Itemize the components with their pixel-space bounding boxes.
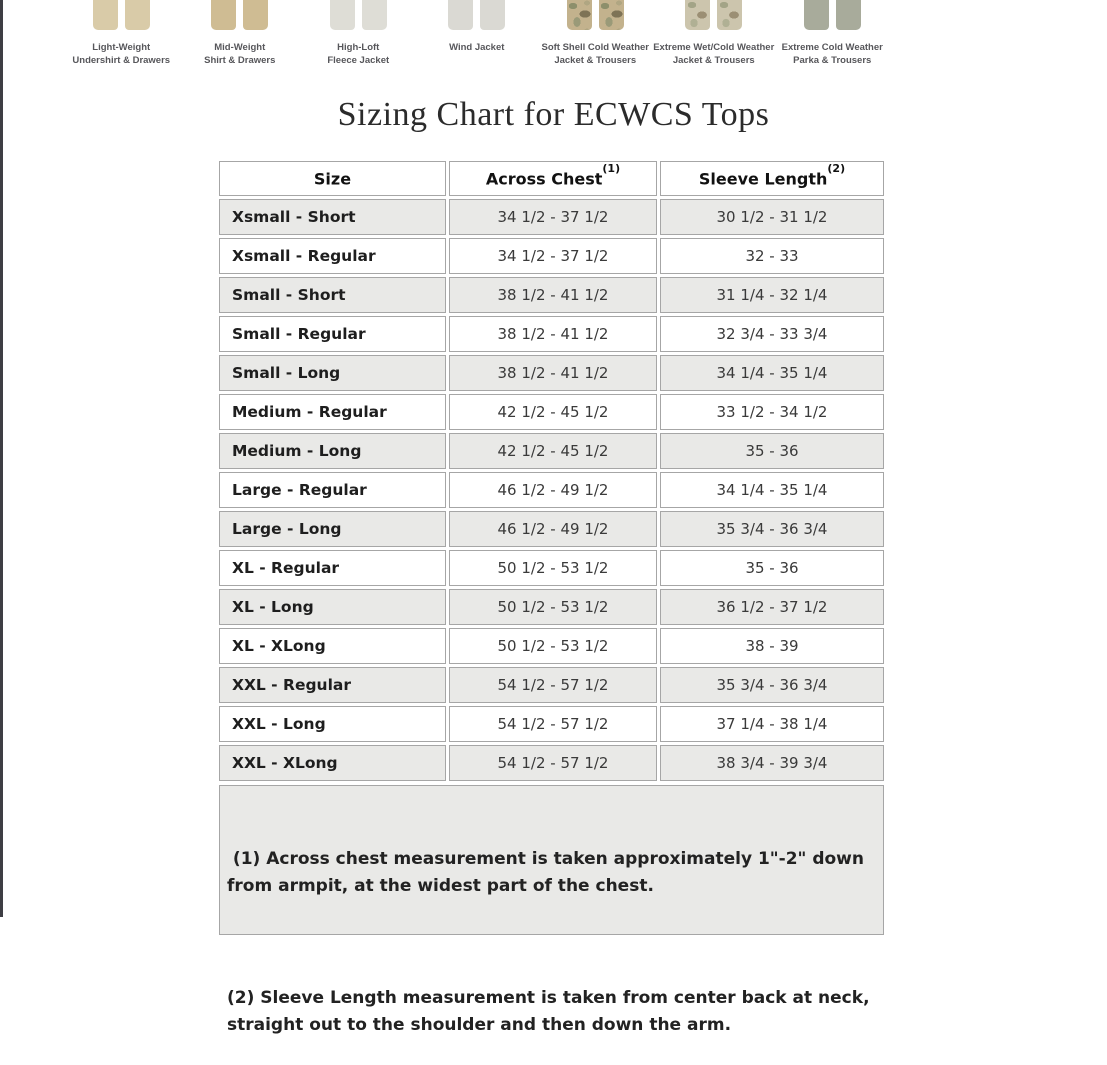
- column-header-size: [219, 161, 446, 196]
- table-row: [219, 550, 884, 586]
- table-row: [219, 277, 884, 313]
- garment-thumbnail: [330, 0, 387, 30]
- size-cell: XXL - XLong: [219, 745, 446, 781]
- garment-leg-left: [567, 0, 592, 30]
- size-cell: Xsmall - Short: [219, 199, 446, 235]
- footnote-1-line-2: from armpit, at the widest part of the chest.: [227, 875, 654, 896]
- table-row: [219, 667, 884, 703]
- column-header-across-chest: [449, 161, 657, 196]
- across-chest-cell: 50 1/2 - 53 1/2: [449, 550, 657, 586]
- footnote-2: [227, 985, 875, 1038]
- size-cell: Large - Long: [219, 511, 446, 547]
- across-chest-cell: 38 1/2 - 41 1/2: [449, 277, 657, 313]
- garment-label: High-Loft Fleece Jacket: [327, 42, 390, 66]
- size-cell: Medium - Long: [219, 433, 446, 469]
- garment-leg-left: [685, 0, 710, 30]
- header-label: Across Chest: [485, 169, 603, 189]
- table-row: [219, 511, 884, 547]
- size-cell: Small - Short: [219, 277, 446, 313]
- garment-leg-right: [836, 0, 861, 30]
- garment-label: Extreme Cold Weather Parka & Trousers: [781, 42, 883, 66]
- size-cell: Small - Long: [219, 355, 446, 391]
- table-row: [219, 394, 884, 430]
- sleeve-length-cell: 36 1/2 - 37 1/2: [660, 589, 884, 625]
- garment-item: [62, 0, 181, 67]
- header-footnote-marker: (1): [602, 162, 621, 176]
- sleeve-length-cell: 32 3/4 - 33 3/4: [660, 316, 884, 352]
- sleeve-length-cell: 31 1/4 - 32 1/4: [660, 277, 884, 313]
- table-row: [219, 316, 884, 352]
- across-chest-cell: 54 1/2 - 57 1/2: [449, 667, 657, 703]
- footnote-2-line-2: straight out to the shoulder and then down the arm.: [227, 1014, 732, 1035]
- sleeve-length-cell: 34 1/4 - 35 1/4: [660, 355, 884, 391]
- across-chest-cell: 54 1/2 - 57 1/2: [449, 745, 657, 781]
- garment-leg-right: [125, 0, 150, 30]
- garment-label: Light-Weight Undershirt & Drawers: [72, 42, 171, 66]
- column-header-sleeve-length: [660, 161, 884, 196]
- garment-leg-left: [93, 0, 118, 30]
- footnote-1-line-1: (1) Across chest measurement is taken approximately 1"-2" down: [227, 849, 864, 869]
- garment-thumbnail: [685, 0, 742, 30]
- size-cell: XXL - Regular: [219, 667, 446, 703]
- table-header-row: [219, 161, 884, 196]
- table-row: [219, 199, 884, 235]
- garment-leg-left: [330, 0, 355, 30]
- sleeve-length-cell: 34 1/4 - 35 1/4: [660, 472, 884, 508]
- size-cell: XL - Long: [219, 589, 446, 625]
- garment-item: [299, 0, 418, 67]
- garment-leg-left: [804, 0, 829, 30]
- header-label: Size: [313, 169, 352, 189]
- across-chest-cell: 50 1/2 - 53 1/2: [449, 589, 657, 625]
- table-row: [219, 355, 884, 391]
- garment-thumbnail: [804, 0, 861, 30]
- garment-thumbnail: [448, 0, 505, 30]
- sleeve-length-cell: 35 3/4 - 36 3/4: [660, 511, 884, 547]
- garment-item: [418, 0, 537, 67]
- header-label: Sleeve Length: [698, 169, 828, 189]
- sleeve-length-cell: 35 - 36: [660, 433, 884, 469]
- garment-leg-left: [448, 0, 473, 30]
- sleeve-length-cell: 35 - 36: [660, 550, 884, 586]
- sleeve-length-cell: 33 1/2 - 34 1/2: [660, 394, 884, 430]
- garment-row: [62, 0, 892, 67]
- garment-label: Mid-Weight Shirt & Drawers: [204, 42, 276, 66]
- across-chest-cell: 46 1/2 - 49 1/2: [449, 472, 657, 508]
- footnote-1: [227, 846, 875, 899]
- garment-thumbnail: [211, 0, 268, 30]
- sleeve-length-cell: 35 3/4 - 36 3/4: [660, 667, 884, 703]
- sleeve-length-cell: 30 1/2 - 31 1/2: [660, 199, 884, 235]
- garment-item: [773, 0, 892, 67]
- table-row: [219, 238, 884, 274]
- sizing-table: [216, 158, 887, 784]
- table-row: [219, 472, 884, 508]
- garment-leg-right: [599, 0, 624, 30]
- garment-label: Soft Shell Cold Weather Jacket & Trousers: [541, 42, 649, 66]
- sizing-table-body: [219, 199, 884, 781]
- sleeve-length-cell: 38 - 39: [660, 628, 884, 664]
- size-cell: Xsmall - Regular: [219, 238, 446, 274]
- footnotes-box: [219, 785, 884, 1035]
- garment-item: [655, 0, 774, 67]
- size-cell: Medium - Regular: [219, 394, 446, 430]
- across-chest-cell: 38 1/2 - 41 1/2: [449, 316, 657, 352]
- across-chest-cell: 50 1/2 - 53 1/2: [449, 628, 657, 664]
- table-row: [219, 589, 884, 625]
- sleeve-length-cell: 32 - 33: [660, 238, 884, 274]
- across-chest-cell: 42 1/2 - 45 1/2: [449, 433, 657, 469]
- garment-thumbnail: [93, 0, 150, 30]
- garment-label: Extreme Wet/Cold Weather Jacket & Trousers: [653, 42, 775, 66]
- garment-item: [536, 0, 655, 67]
- table-row: [219, 628, 884, 664]
- garment-leg-right: [717, 0, 742, 30]
- table-row: [219, 706, 884, 742]
- garment-thumbnail: [567, 0, 624, 30]
- size-cell: XL - Regular: [219, 550, 446, 586]
- garment-leg-right: [243, 0, 268, 30]
- footnote-2-line-1: (2) Sleeve Length measurement is taken from center back at neck,: [227, 988, 870, 1008]
- table-row: [219, 745, 884, 781]
- across-chest-cell: 34 1/2 - 37 1/2: [449, 238, 657, 274]
- window-left-edge: [0, 0, 3, 917]
- size-cell: Small - Regular: [219, 316, 446, 352]
- size-cell: XL - XLong: [219, 628, 446, 664]
- across-chest-cell: 38 1/2 - 41 1/2: [449, 355, 657, 391]
- sleeve-length-cell: 38 3/4 - 39 3/4: [660, 745, 884, 781]
- garment-leg-right: [362, 0, 387, 30]
- garment-item: [181, 0, 300, 67]
- page-title: Sizing Chart for ECWCS Tops: [337, 96, 770, 133]
- across-chest-cell: 46 1/2 - 49 1/2: [449, 511, 657, 547]
- across-chest-cell: 54 1/2 - 57 1/2: [449, 706, 657, 742]
- size-cell: XXL - Long: [219, 706, 446, 742]
- garment-leg-right: [480, 0, 505, 30]
- garment-label: Wind Jacket: [449, 42, 505, 53]
- across-chest-cell: 42 1/2 - 45 1/2: [449, 394, 657, 430]
- header-footnote-marker: (2): [827, 162, 846, 176]
- garment-leg-left: [211, 0, 236, 30]
- size-cell: Large - Regular: [219, 472, 446, 508]
- sleeve-length-cell: 37 1/4 - 38 1/4: [660, 706, 884, 742]
- table-row: [219, 433, 884, 469]
- across-chest-cell: 34 1/2 - 37 1/2: [449, 199, 657, 235]
